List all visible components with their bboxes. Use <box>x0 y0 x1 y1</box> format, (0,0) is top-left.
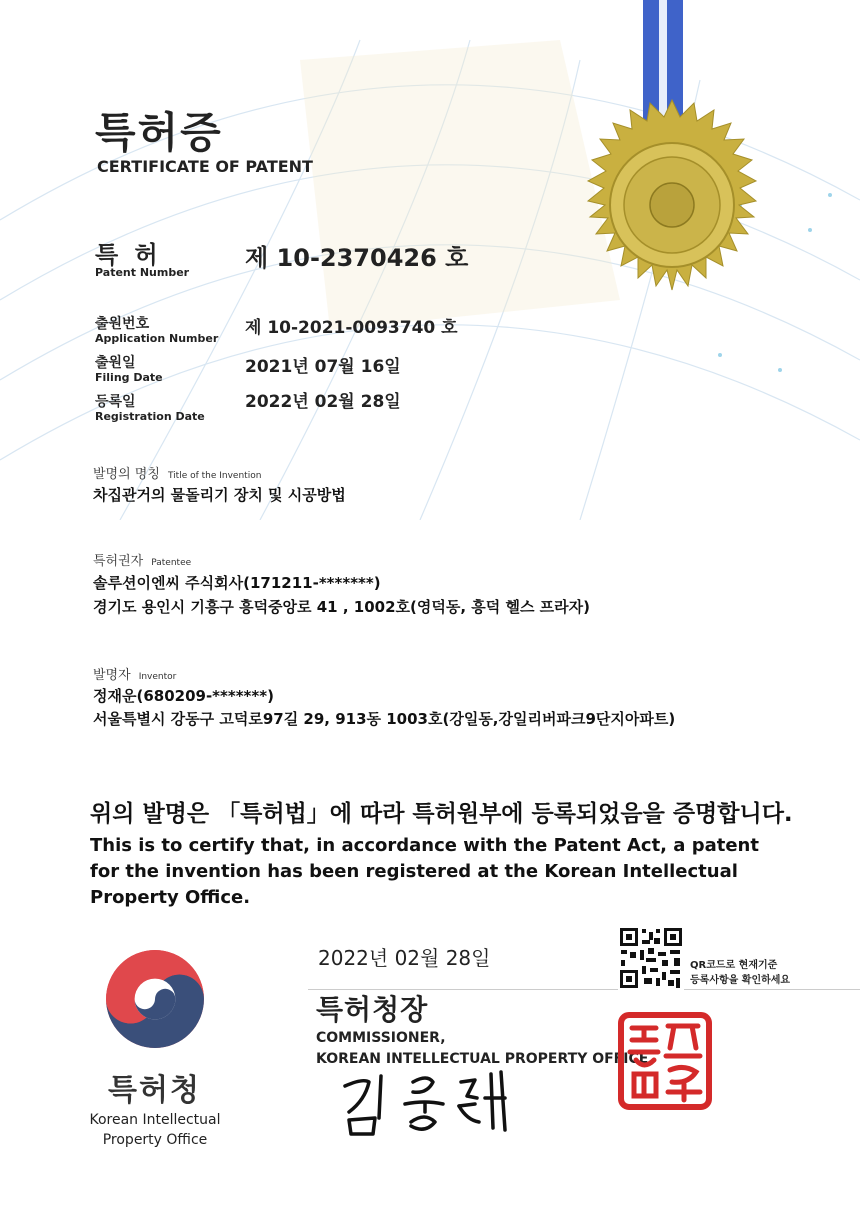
official-stamp-icon <box>618 1012 712 1110</box>
patent-number-value: 제 10-2370426 호 <box>245 244 469 272</box>
filing-date-value: 2021년 07월 16일 <box>245 357 401 377</box>
qr-code-note <box>690 958 790 988</box>
invention-label <box>93 463 261 482</box>
qr-note-line-1: QR코드로 현재기준 <box>690 960 778 971</box>
application-number-label-en: Application Number <box>95 332 219 345</box>
patent-number-label-en: Patent Number <box>95 266 190 279</box>
commissioner-title-ko: 특허청장 <box>316 993 429 1026</box>
application-number-value: 제 10-2021-0093740 호 <box>245 318 458 338</box>
certification-statement-ko: 위의 발명은 「특허법」에 따라 특허원부에 등록되었음을 증명합니다. <box>90 801 793 827</box>
patentee-label <box>93 550 191 569</box>
kipo-name-en: Korean Intellectual Property Office <box>89 1112 221 1148</box>
filing-date-label-ko: 출원일 <box>95 355 136 371</box>
invention-label-ko: 발명의 명칭 <box>93 467 160 482</box>
patentee-label-en: Patentee <box>151 558 192 568</box>
commissioner-en-line-2: KOREAN INTELLECTUAL PROPERTY OFFICE <box>316 1051 649 1067</box>
certificate-title-ko: 특허증 <box>95 108 223 157</box>
registration-date-label-ko: 등록일 <box>95 394 136 410</box>
patentee-address: 경기도 용인시 기흥구 흥덕중앙로 41 , 1002호(영덕동, 흥덕 헬스 프라자) <box>93 598 590 616</box>
issue-date: 2022년 02월 28일 <box>318 946 491 970</box>
patentee-label-ko: 특허권자 <box>93 554 144 569</box>
invention-label-en: Title of the Invention <box>167 471 262 481</box>
qr-code-icon[interactable] <box>618 926 684 990</box>
inventor-address: 서울특별시 강동구 고덕로97길 29, 913동 1003호(강일동,강일리버파크9단지아파트) <box>93 710 676 728</box>
gold-seal-icon <box>560 0 785 300</box>
certification-statement-en: This is to certify that, in accordance with the Patent Act, a patent for the invention has been registered at the Korean Intellectual Property Office. <box>90 835 759 908</box>
patent-number-label-ko: 특 허 <box>95 241 162 269</box>
application-number-label-ko: 출원번호 <box>95 316 150 332</box>
qr-note-line-2: 등록사항을 확인하세요 <box>690 975 791 986</box>
invention-title-value: 차집관거의 물돌리기 장치 및 시공방법 <box>93 486 346 504</box>
patentee-name: 솔루션이엔씨 주식회사(171211-*******) <box>93 574 381 592</box>
kipo-name-ko: 특허청 <box>108 1073 201 1108</box>
kipo-taegeuk-logo-icon <box>104 948 206 1050</box>
commissioner-signature <box>335 1068 525 1140</box>
commissioner-title-en <box>316 1028 648 1070</box>
inventor-label-ko: 발명자 <box>93 668 131 683</box>
certificate-title-en: CERTIFICATE OF PATENT <box>97 157 313 176</box>
registration-date-label-en: Registration Date <box>95 410 205 423</box>
filing-date-label-en: Filing Date <box>95 371 163 384</box>
registration-date-value: 2022년 02월 28일 <box>245 392 401 412</box>
inventor-label-en: Inventor <box>138 672 177 682</box>
inventor-name: 정재운(680209-*******) <box>93 687 274 705</box>
commissioner-en-line-1: COMMISSIONER, <box>316 1030 446 1046</box>
inventor-label <box>93 664 176 683</box>
